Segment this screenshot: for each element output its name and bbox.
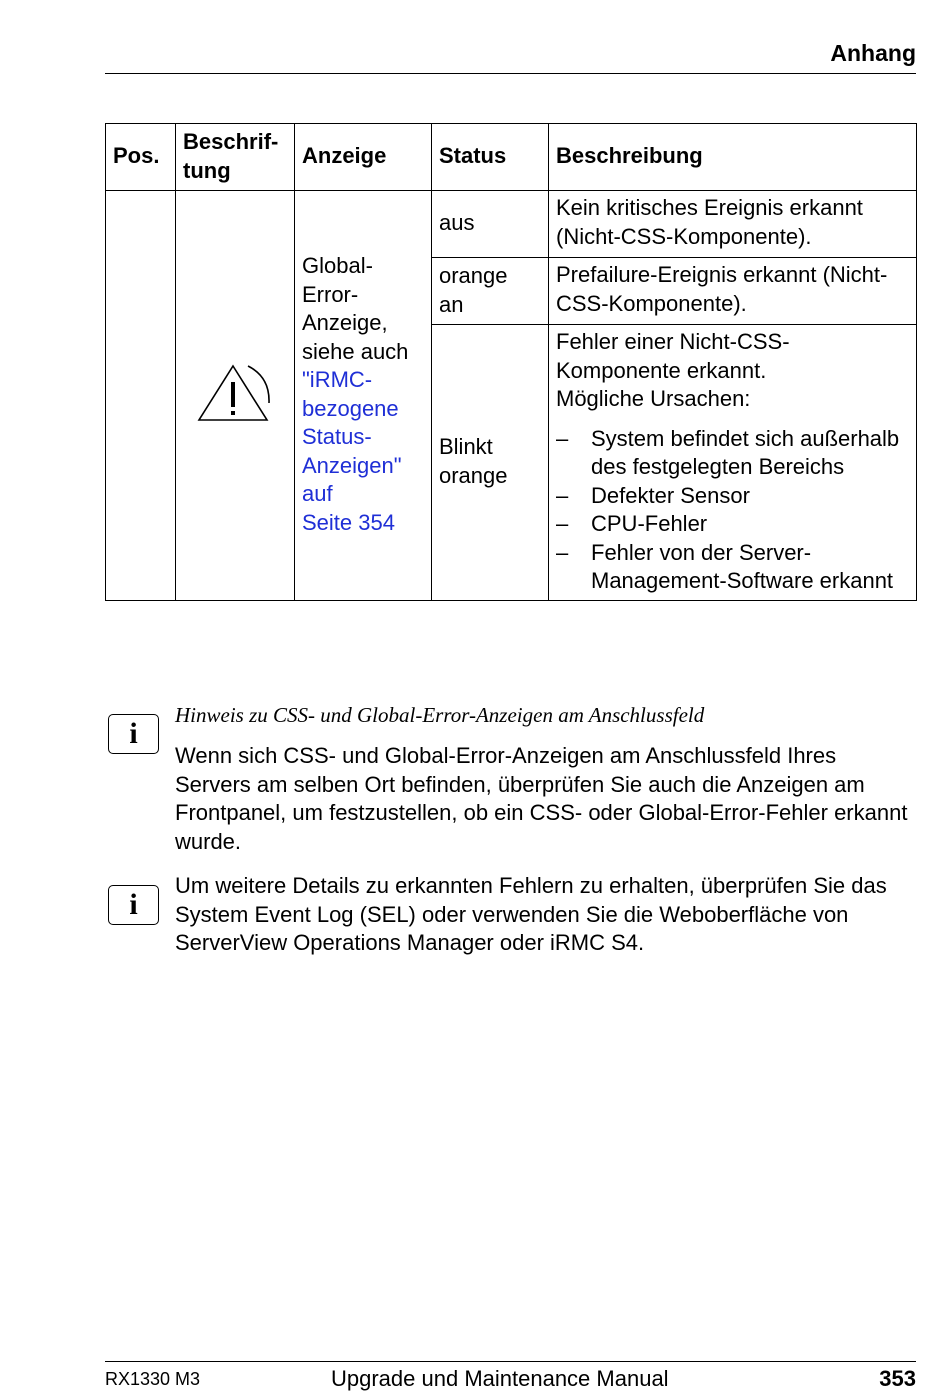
- list-item: [556, 510, 909, 539]
- list-item-text: System befindet sich außerhalb des festgelegten Bereichs: [591, 425, 900, 479]
- description-cell: [549, 325, 917, 601]
- warning-triangle-icon: [197, 361, 273, 429]
- anzeige-cell: [295, 191, 432, 601]
- status-cell: Blinkt orange: [432, 325, 549, 601]
- col-header-beschreibung: Beschreibung: [549, 124, 917, 191]
- col-header-pos: Pos.: [106, 124, 176, 191]
- causes-list: [556, 425, 909, 596]
- list-item: [556, 425, 909, 482]
- table-header-row: [106, 124, 917, 191]
- dash-marker: –: [556, 482, 569, 508]
- list-item-text: Fehler von der Server-Management-Software erkannt: [591, 539, 894, 593]
- dash-marker: –: [556, 539, 569, 565]
- table-row: [106, 191, 917, 258]
- note-text: Um weitere Details zu erkannten Fehlern zu erhalten, überprüfen Sie das System Event Log (SEL) oder verwenden Sie die Weboberfläche von ServerView Operations Manager oder iRMC S4.: [175, 873, 887, 955]
- col-header-beschriftung: Beschrif- tung: [176, 124, 295, 191]
- anzeige-text: Global- Error- Anzeige, siehe auch: [302, 253, 409, 364]
- col-header-status: Status: [432, 124, 549, 191]
- col-header-anzeige: Anzeige: [295, 124, 432, 191]
- anzeige-link[interactable]: "iRMC- bezogene Status- Anzeigen" auf Seite 354: [302, 367, 402, 535]
- list-item: [556, 482, 909, 511]
- beschriftung-cell: [176, 191, 295, 601]
- note-title: Hinweis zu CSS- und Global-Error-Anzeigen am Anschlussfeld: [175, 703, 705, 727]
- status-cell: orange an: [432, 258, 549, 325]
- list-item-text: Defekter Sensor: [591, 482, 750, 508]
- description-cell: Kein kritisches Ereignis erkannt (Nicht-CSS-Komponente).: [549, 191, 917, 258]
- list-item-text: CPU-Fehler: [591, 511, 708, 536]
- dash-marker: –: [556, 425, 569, 451]
- page-header-title: Anhang: [830, 40, 916, 66]
- header-divider: [105, 73, 916, 74]
- list-item: [556, 539, 909, 596]
- dash-marker: –: [556, 511, 569, 536]
- note-text: Wenn sich CSS- und Global-Error-Anzeigen am Anschlussfeld Ihres Servers am selben Ort befinden, überprüfen Sie auch die Anzeigen am Frontpanel, um festzustellen, ob ein CSS- oder Global-Error-Fehler erkannt wurde.: [175, 743, 908, 854]
- info-icon: i: [108, 714, 159, 754]
- info-icon: i: [108, 885, 159, 925]
- status-cell: aus: [432, 191, 549, 258]
- note-error-details: [105, 871, 916, 971]
- footer-manual-title: Upgrade und Maintenance Manual: [331, 1366, 669, 1391]
- led-status-table: [105, 123, 917, 601]
- note-css-global-error: [105, 701, 916, 861]
- footer-divider: [105, 1361, 916, 1362]
- description-text: Fehler einer Nicht-CSS- Komponente erkannt. Mögliche Ursachen:: [556, 329, 790, 411]
- page-number: 353: [879, 1366, 916, 1391]
- footer-model: RX1330 M3: [105, 1369, 201, 1389]
- description-cell: Prefailure-Ereignis erkannt (Nicht-CSS-Komponente).: [549, 258, 917, 325]
- pos-cell: [106, 191, 176, 601]
